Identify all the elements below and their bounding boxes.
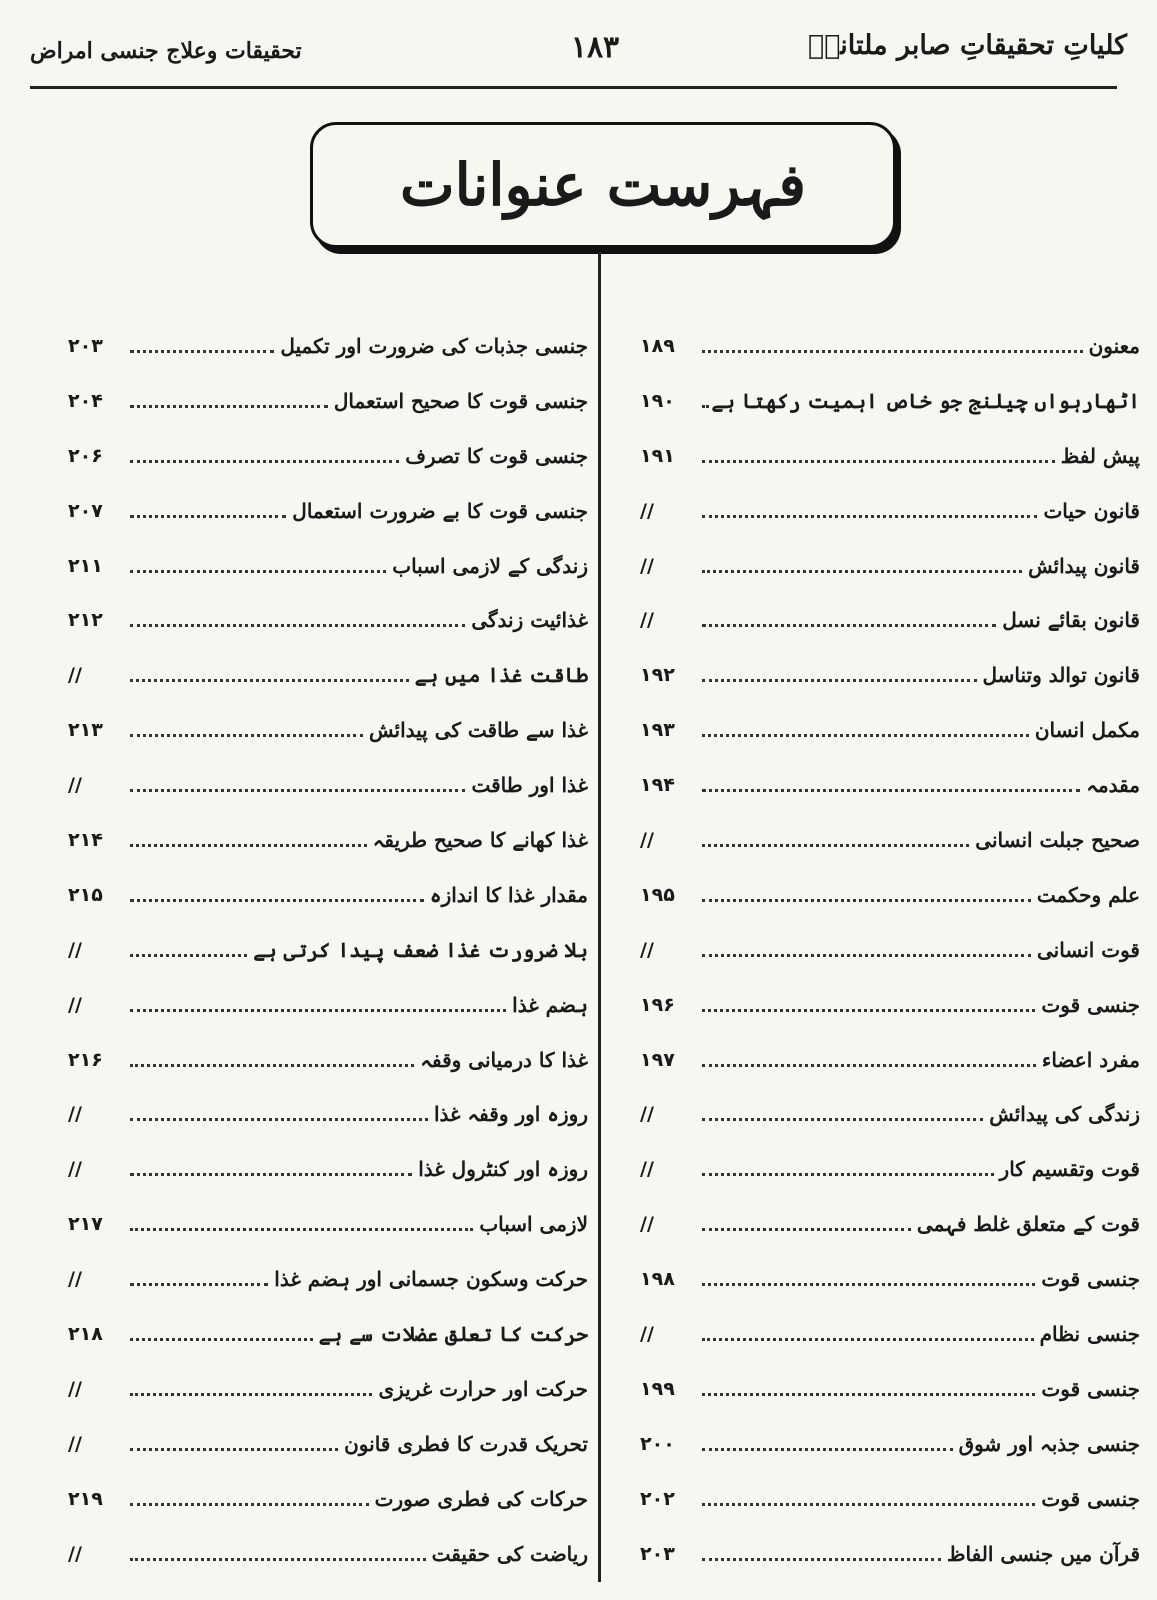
page-title: فہرست عنوانات	[399, 151, 807, 219]
toc-entry	[640, 964, 1140, 1018]
toc-entry-page: //	[68, 774, 82, 797]
toc-entry-page: ۲۰۲	[640, 1487, 675, 1510]
toc-entry	[640, 1128, 1140, 1182]
toc-entry-title: جنسی قوت	[1041, 1267, 1140, 1292]
header-section-title: تحقیقات وعلاج جنسی امراض	[30, 38, 302, 64]
dot-leader	[702, 1447, 953, 1451]
toc-entry-title: حرکت اور حرارت غریزی	[378, 1376, 588, 1401]
dot-leader	[130, 349, 274, 353]
toc-entry	[68, 1403, 588, 1457]
toc-entry	[640, 1073, 1140, 1127]
toc-entry-title: غذا کا درمیانی وقفہ	[420, 1047, 588, 1072]
toc-entry	[640, 854, 1140, 908]
toc-entry-page: ۱۹۱	[640, 444, 675, 467]
toc-entry	[68, 854, 588, 908]
toc-entry-page: //	[68, 1432, 82, 1455]
toc-entry-page: //	[68, 1268, 82, 1291]
toc-entry-page: //	[640, 1213, 654, 1236]
title-frame	[310, 122, 896, 248]
toc-entry-page: //	[640, 1103, 654, 1126]
dot-leader	[702, 1282, 1035, 1286]
header-page-number: ۱۸۳	[570, 30, 620, 65]
toc-entry-page: ۲۱۹	[68, 1487, 103, 1510]
toc-entry-page: //	[640, 554, 654, 577]
toc-entry-title: روزہ اور وقفہ غذا	[433, 1102, 588, 1127]
toc-entry	[68, 1348, 588, 1402]
toc-entry-title: مقدار غذا کا اندازہ	[429, 882, 588, 907]
toc-entry-page: ۱۹۷	[640, 1048, 675, 1071]
toc-entry-title: قانون پیدائش	[1028, 553, 1140, 578]
dot-leader	[130, 953, 247, 957]
toc-entry-title: معنون	[1088, 334, 1140, 358]
toc-right-column	[640, 305, 1140, 1567]
toc-entry-title: قوت کے متعلق غلط فہمی	[916, 1212, 1140, 1237]
dot-leader	[130, 623, 465, 627]
toc-entry-title: حرکت وسکون جسمانی اور ہضم غذا	[274, 1267, 588, 1292]
toc-entry-title: جنسی قوت کا بے ضرورت استعمال	[292, 498, 588, 523]
toc-entry	[640, 1238, 1140, 1292]
toc-entry-page: ۲۰۳	[68, 335, 103, 357]
toc-entry-title: مکمل انسان	[1034, 718, 1140, 743]
toc-entry-page: ۲۱۳	[68, 719, 103, 742]
dot-leader	[702, 514, 1037, 518]
dot-leader	[130, 1282, 268, 1286]
toc-entry-page: //	[640, 829, 654, 852]
toc-entry-title: غذائیت زندگی	[471, 608, 588, 633]
dot-leader	[130, 678, 409, 682]
toc-entry-title: غذا اور طاقت	[471, 773, 588, 798]
toc-entry-title: جنسی جذبات کی ضرورت اور تکمیل	[280, 334, 588, 358]
dot-leader	[702, 733, 1029, 737]
toc-entry	[68, 634, 588, 688]
toc-entry	[68, 1513, 588, 1567]
toc-entry	[68, 744, 588, 798]
column-divider	[598, 252, 601, 1582]
toc-entry	[68, 579, 588, 633]
toc-entry-title: قوت وتقسیم کار	[999, 1157, 1140, 1182]
toc-entry-page: ۱۹۳	[640, 719, 675, 742]
dot-leader	[130, 1172, 412, 1176]
toc-entry-title: قانون حیات	[1043, 498, 1140, 523]
dot-leader	[702, 788, 1080, 792]
dot-leader	[130, 843, 367, 847]
toc-entry	[640, 909, 1140, 963]
dot-leader	[702, 898, 1031, 902]
dot-leader	[130, 1557, 426, 1561]
dot-leader	[130, 898, 424, 902]
toc-entry-page: //	[640, 1323, 654, 1346]
toc-entry-title: غذا سے طاقت کی پیدائش	[369, 718, 588, 743]
toc-entry	[640, 360, 1140, 414]
toc-entry	[640, 415, 1140, 469]
toc-entry-title: قانون بقائے نسل	[1002, 608, 1140, 633]
dot-leader	[130, 1337, 313, 1341]
toc-entry-title: علم وحکمت	[1036, 882, 1140, 907]
dot-leader	[702, 1008, 1035, 1012]
dot-leader	[130, 788, 465, 792]
toc-entry-page: ۱۹۴	[640, 774, 675, 797]
toc-entry-title: طاقت غذا میں ہے	[414, 663, 588, 688]
toc-entry-title: مفرد اعضاء	[1041, 1047, 1140, 1072]
dot-leader	[702, 1117, 983, 1121]
dot-leader	[702, 459, 1055, 463]
toc-entry	[68, 1238, 588, 1292]
dot-leader	[130, 404, 328, 408]
toc-entry-page: ۱۹۰	[640, 389, 675, 412]
toc-entry-title: جنسی نظام	[1039, 1322, 1140, 1347]
dot-leader	[130, 1392, 372, 1396]
toc-entry	[640, 1458, 1140, 1512]
toc-entry-title: زندگی کے لازمی اسباب	[392, 553, 588, 578]
toc-entry	[68, 689, 588, 743]
dot-leader	[702, 1557, 941, 1561]
dot-leader	[702, 678, 977, 682]
toc-entry-title: ریاضت کی حقیقت	[431, 1541, 588, 1566]
toc-entry-page: ۲۱۴	[68, 829, 103, 852]
toc-entry-page: ۱۹۹	[640, 1377, 675, 1400]
dot-leader	[702, 349, 1083, 353]
toc-entry-page: ۲۰۴	[68, 389, 103, 412]
toc-entry-page: ۱۹۵	[640, 883, 675, 906]
toc-entry	[640, 1019, 1140, 1073]
toc-entry-title: قرآن میں جنسی الفاظ	[947, 1541, 1140, 1566]
toc-entry	[640, 1513, 1140, 1567]
dot-leader	[702, 1063, 1036, 1067]
toc-entry	[68, 525, 588, 579]
toc-entry	[68, 1458, 588, 1512]
dot-leader	[130, 569, 386, 573]
toc-entry-title: قانون توالد وتناسل	[982, 663, 1140, 688]
toc-entry-page: ۲۱۶	[68, 1048, 103, 1071]
toc-entry-title: جنسی قوت	[1041, 1486, 1140, 1511]
toc-entry	[68, 1073, 588, 1127]
dot-leader	[130, 1447, 338, 1451]
header-book-title: کلیاتِ تحقیقاتِ صابر ملتانیؒ	[807, 30, 1127, 61]
toc-entry-page: //	[68, 1377, 82, 1400]
toc-entry-title: غذا کھانے کا صحیح طریقہ	[372, 828, 588, 853]
dot-leader	[130, 514, 286, 518]
toc-entry	[640, 470, 1140, 524]
toc-entry-page: ۲۰۶	[68, 444, 103, 467]
toc-entry-page: //	[68, 993, 82, 1016]
toc-entry-title: ہضم غذا	[512, 992, 588, 1017]
toc-entry-title: مقدمہ	[1086, 773, 1140, 798]
dot-leader	[130, 733, 363, 737]
toc-entry	[640, 1403, 1140, 1457]
toc-entry	[68, 1019, 588, 1073]
toc-entry	[640, 744, 1140, 798]
dot-leader	[702, 1502, 1035, 1506]
toc-entry-title: جنسی قوت	[1041, 992, 1140, 1017]
toc-entry-page: ۱۹۲	[640, 664, 675, 687]
toc-entry	[640, 1348, 1140, 1402]
toc-entry-page: //	[640, 499, 654, 522]
toc-entry-title: اٹھارہواں چیلنج جو خاص اہمیت رکھتا ہے	[711, 388, 1140, 413]
header-rule	[30, 86, 1117, 89]
toc-entry	[68, 470, 588, 524]
toc-entry-page: //	[68, 1103, 82, 1126]
toc-entry-page: //	[68, 938, 82, 961]
dot-leader	[702, 1337, 1034, 1341]
toc-entry	[640, 1293, 1140, 1347]
toc-entry	[640, 579, 1140, 633]
toc-entry-page: //	[68, 1542, 82, 1565]
toc-entry	[68, 1183, 588, 1237]
toc-entry	[68, 799, 588, 853]
toc-entry	[640, 634, 1140, 688]
dot-leader	[130, 1063, 414, 1067]
toc-entry-title: حرکات کی فطری صورت	[374, 1486, 588, 1511]
dot-leader	[702, 404, 706, 408]
dot-leader	[130, 459, 399, 463]
dot-leader	[702, 953, 1031, 957]
dot-leader	[702, 1392, 1035, 1396]
toc-entry-page: //	[640, 938, 654, 961]
toc-entry	[640, 525, 1140, 579]
toc-entry-title: لازمی اسباب	[479, 1212, 588, 1237]
toc-entry	[68, 964, 588, 1018]
toc-entry-page: ۱۹۸	[640, 1268, 675, 1291]
dot-leader	[702, 1227, 911, 1231]
toc-entry-page: ۲۰۷	[68, 499, 103, 522]
toc-entry	[68, 415, 588, 469]
toc-entry-page: ۲۱۲	[68, 609, 103, 632]
toc-entry-page: //	[68, 664, 82, 687]
dot-leader	[702, 623, 996, 627]
toc-entry-page: ۲۱۷	[68, 1213, 103, 1236]
toc-entry-title: جنسی قوت کا صحیح استعمال	[333, 388, 588, 413]
toc-entry	[640, 305, 1140, 359]
dot-leader	[702, 1172, 994, 1176]
dot-leader	[702, 569, 1022, 573]
toc-entry-title: حرکت کا تعلق عضلات سے ہے	[318, 1322, 588, 1347]
toc-entry-title: صحیح جبلت انسانی	[975, 828, 1140, 853]
toc-entry-title: جنسی قوت کا تصرف	[405, 443, 588, 468]
toc-entry-title: روزہ اور کنٹرول غذا	[418, 1157, 588, 1182]
toc-entry-page: ۱۹۶	[640, 993, 675, 1016]
toc-entry-title: قوت انسانی	[1037, 937, 1140, 962]
toc-entry-title: بلا ضرورت غذا ضعف پیدا کرتی ہے	[253, 937, 588, 962]
toc-entry-page: ۲۰۳	[640, 1542, 675, 1565]
toc-entry	[68, 1128, 588, 1182]
toc-entry-page: ۱۸۹	[640, 335, 675, 357]
dot-leader	[702, 843, 969, 847]
toc-left-column	[68, 305, 588, 1567]
toc-entry	[68, 909, 588, 963]
toc-entry	[640, 1183, 1140, 1237]
toc-entry-title: جنسی جذبہ اور شوق	[958, 1431, 1140, 1456]
toc-entry	[640, 689, 1140, 743]
toc-entry-page: ۲۱۱	[68, 554, 103, 577]
toc-entry-page: ۲۰۰	[640, 1432, 675, 1455]
toc-entry-page: //	[640, 1158, 654, 1181]
toc-entry-page: ۲۱۵	[68, 883, 103, 906]
toc-entry-page: //	[68, 1158, 82, 1181]
dot-leader	[130, 1502, 369, 1506]
dot-leader	[130, 1227, 473, 1231]
toc-entry-title: پیش لفظ	[1060, 443, 1140, 468]
toc-entry-title: تحریک قدرت کا فطری قانون	[344, 1431, 588, 1456]
toc-entry-title: زندگی کی پیدائش	[989, 1102, 1140, 1127]
toc-entry	[68, 1293, 588, 1347]
toc-entry-page: //	[640, 609, 654, 632]
dot-leader	[130, 1117, 428, 1121]
dot-leader	[130, 1008, 506, 1012]
toc-entry	[68, 360, 588, 414]
toc-entry	[640, 799, 1140, 853]
toc-entry-page: ۲۱۸	[68, 1323, 103, 1346]
toc-entry	[68, 305, 588, 359]
toc-entry-title: جنسی قوت	[1041, 1376, 1140, 1401]
